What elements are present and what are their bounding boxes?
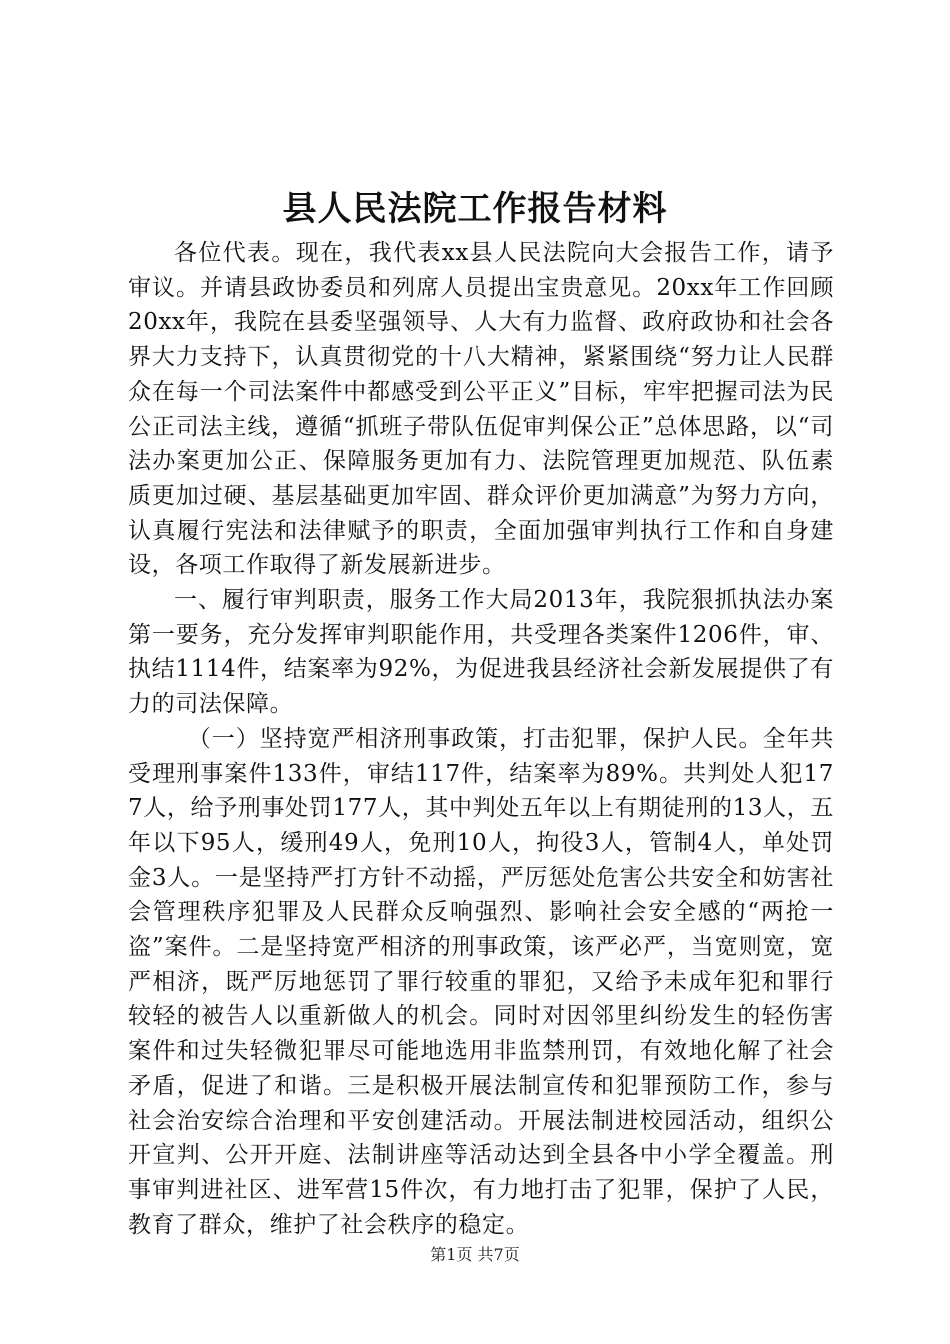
- page-number-footer: 第1页 共7页: [430, 1245, 520, 1264]
- document-title: 县人民法院工作报告材料: [282, 189, 668, 229]
- paragraph-section-1: 一、履行审判职责，服务工作大局2013年，我院狠抓执法办案第一要务，充分发挥审判职能作用，共受理各类案件1206件，审、执结1114件，结案率为92%，为促进我县经济社会新发展提供了有力的司法保障。: [128, 587, 834, 718]
- paragraph-subsection-1: （一）坚持宽严相济刑事政策，打击犯罪，保护人民。全年共受理刑事案件133件，审结117件，结案率为89%。共判处人犯177人，给予刑事处罚177人，其中判处五年以上有期徒刑的13人，五年以下95人，缓刑49人，免刑10人，拘役3人，管制4人，单处罚金3人。一是坚持严打方针不动摇，严厉惩处危害公共安全和妨害社会管理秩序犯罪及人民群众反响强烈、影响社会安全感的“两抢一盗”案件。二是坚持宽严相济的刑事政策，该严必严，当宽则宽，宽严相济，既严厉地惩罚了罪行较重的罪犯，又给予未成年犯和罪行较轻的被告人以重新做人的机会。同时对因邻里纠纷发生的轻伤害案件和过失轻微犯罪尽可能地选用非监禁刑罚，有效地化解了社会矛盾，促进了和谐。三是积极开展法制宣传和犯罪预防工作，参与社会治安综合治理和平安创建活动。开展法制进校园活动，组织公开宣判、公开开庭、法制讲座等活动达到全县各中小学全覆盖。刑事审判进社区、进军营15件次，有力地打击了犯罪，保护了人民，教育了群众，维护了社会秩序的稳定。: [128, 725, 834, 1238]
- paragraph-intro: 各位代表。现在，我代表xx县人民法院向大会报告工作，请予审议。并请县政协委员和列席人员提出宝贵意见。20xx年工作回顾20xx年，我院在县委坚强领导、人大有力监督、政府政协和社会各界大力支持下，认真贯彻党的十八大精神，紧紧围绕“努力让人民群众在每一个司法案件中都感受到公平正义”目标，牢牢把握司法为民公正司法主线，遵循“抓班子带队伍促审判保公正”总体思路，以“司法办案更加公正、保障服务更加有力、法院管理更加规范、队伍素质更加过硬、基层基础更加牢固、群众评价更加满意”为努力方向，认真履行宪法和法律赋予的职责，全面加强审判执行工作和自身建设，各项工作取得了新发展新进步。: [128, 240, 834, 579]
- document-body: [128, 236, 834, 1242]
